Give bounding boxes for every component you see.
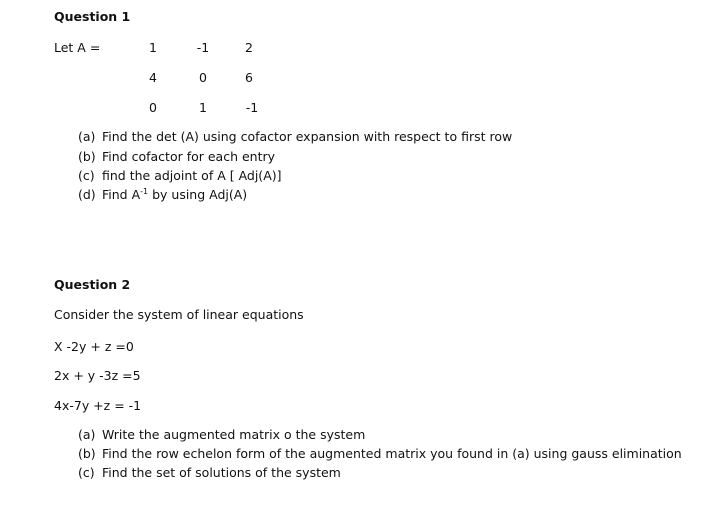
equation-1: X -2y + z =0 bbox=[54, 339, 134, 354]
part-text: Find the set of solutions of the system bbox=[102, 465, 341, 480]
matrix-cell: 0 bbox=[149, 100, 157, 115]
part-marker: (c) bbox=[78, 465, 95, 480]
question-2-title: Question 2 bbox=[54, 277, 131, 292]
question-2-intro: Consider the system of linear equations bbox=[54, 307, 304, 322]
q1-part-c bbox=[78, 168, 282, 183]
part-marker: (a) bbox=[78, 129, 96, 144]
part-marker: (b) bbox=[78, 149, 96, 164]
part-marker: (d) bbox=[78, 187, 96, 202]
part-marker: (a) bbox=[78, 427, 96, 442]
part-text: Find cofactor for each entry bbox=[102, 149, 276, 164]
matrix-cell: 6 bbox=[245, 70, 253, 85]
question-1-title: Question 1 bbox=[54, 9, 131, 24]
part-text: Find the det (A) using cofactor expansion with respect to first row bbox=[102, 129, 513, 144]
q2-part-b bbox=[78, 446, 682, 461]
q1-part-d bbox=[78, 187, 247, 202]
part-text: Find the row echelon form of the augmented matrix you found in (a) using gauss elimination bbox=[102, 446, 682, 461]
matrix-cell: 1 bbox=[199, 100, 207, 115]
matrix-cell: -1 bbox=[196, 40, 210, 55]
matrix-cell: -1 bbox=[245, 100, 259, 115]
part-text: find the adjoint of A [ Adj(A)] bbox=[102, 168, 282, 183]
inverse-superscript: -1 bbox=[140, 186, 149, 196]
part-marker: (c) bbox=[78, 168, 95, 183]
equation-3: 4x-7y +z = -1 bbox=[54, 398, 142, 413]
matrix-cell: 1 bbox=[149, 40, 157, 55]
matrix-cell: 0 bbox=[199, 70, 207, 85]
q2-part-c bbox=[78, 465, 341, 480]
q1-part-a bbox=[78, 129, 512, 144]
matrix-cell: 4 bbox=[149, 70, 157, 85]
part-marker: (b) bbox=[78, 446, 96, 461]
part-text: Find A bbox=[102, 187, 141, 202]
matrix-label: Let A = bbox=[54, 40, 101, 55]
q2-part-a bbox=[78, 427, 365, 442]
q1-part-b bbox=[78, 149, 275, 164]
part-text: Write the augmented matrix o the system bbox=[102, 427, 366, 442]
part-text: by using Adj(A) bbox=[148, 187, 248, 202]
matrix-cell: 2 bbox=[245, 40, 253, 55]
equation-2: 2x + y -3z =5 bbox=[54, 368, 141, 383]
